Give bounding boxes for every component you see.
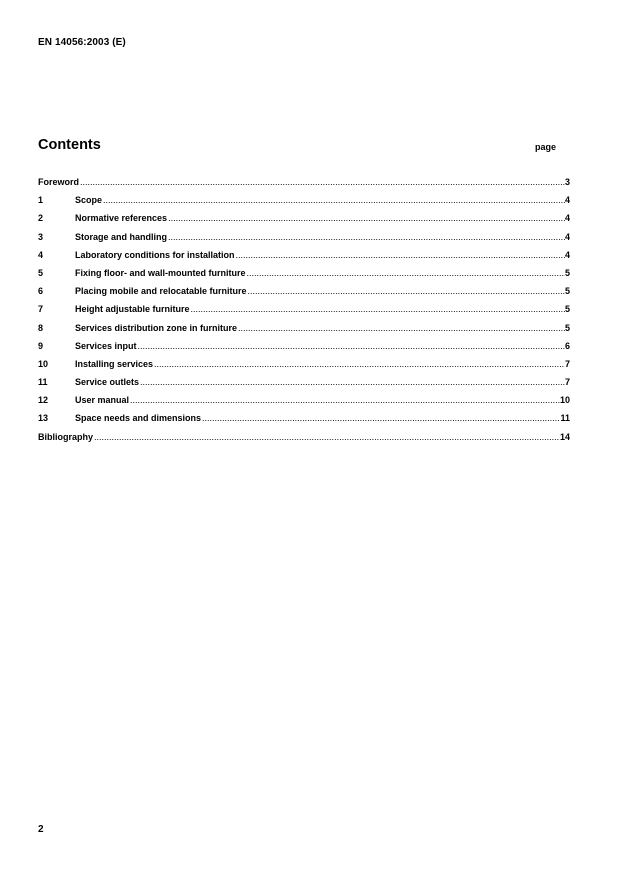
- toc-entry-title: Services input: [75, 340, 137, 351]
- toc-entry-title: Services distribution zone in furniture: [75, 322, 238, 333]
- toc-entry-title: Fixing floor- and wall-mounted furniture: [75, 267, 246, 278]
- toc-entry-number: 9: [38, 340, 44, 351]
- toc-entry-title: Space needs and dimensions: [75, 413, 202, 424]
- toc-entry-title: Scope: [75, 195, 103, 206]
- toc-entry-page: 4: [564, 249, 570, 260]
- toc-dot-leader: [191, 304, 565, 314]
- toc-dot-leader: [236, 250, 565, 260]
- toc-entry[interactable]: [38, 195, 570, 213]
- toc-entry[interactable]: [38, 395, 570, 413]
- toc-dot-leader: [140, 377, 565, 387]
- toc-dot-leader: [247, 268, 565, 278]
- toc-entry-number: 10: [38, 358, 49, 369]
- toc-dot-leader: [80, 177, 565, 187]
- toc-entry-page: 6: [564, 340, 570, 351]
- toc-entry-page: 7: [564, 377, 570, 388]
- toc-entry-page: 5: [564, 267, 570, 278]
- toc-dot-leader: [168, 213, 565, 223]
- toc-entry-title: Service outlets: [75, 377, 140, 388]
- toc-dot-leader: [238, 323, 565, 333]
- toc-entry-page: 11: [560, 413, 570, 424]
- toc-entry-page: 5: [564, 286, 570, 297]
- toc-dot-leader: [94, 432, 560, 442]
- toc-entry-page: 4: [564, 195, 570, 206]
- toc-entry-title: User manual: [75, 395, 130, 406]
- toc-entry-number: 11: [38, 377, 48, 388]
- toc-entry[interactable]: [38, 323, 570, 341]
- document-id: EN 14056:2003 (E): [38, 37, 126, 48]
- toc-entry-number: 2: [38, 213, 44, 224]
- toc-dot-leader: [202, 413, 560, 423]
- toc-entry[interactable]: [38, 413, 570, 431]
- toc-entry-number: 6: [38, 286, 44, 297]
- toc-entry[interactable]: [38, 268, 570, 286]
- toc-entry[interactable]: [38, 232, 570, 250]
- toc-entry-title: Placing mobile and relocatable furniture: [75, 286, 247, 297]
- toc-entry-title: Foreword: [38, 177, 80, 187]
- toc-dot-leader: [248, 286, 565, 296]
- toc-dot-leader: [168, 232, 565, 242]
- toc-entry[interactable]: [38, 377, 570, 395]
- toc-entry-number: 7: [38, 304, 44, 315]
- toc-dot-leader: [138, 341, 565, 351]
- toc-entry-title: Normative references: [75, 213, 168, 224]
- page-number: 2: [38, 824, 44, 835]
- toc-entry[interactable]: [38, 213, 570, 231]
- toc-entry[interactable]: [38, 304, 570, 322]
- toc-entry-title: Bibliography: [38, 431, 94, 442]
- toc-entry-number: 4: [38, 249, 44, 260]
- toc-entry-number: 3: [38, 231, 44, 242]
- toc-entry-title: Height adjustable furniture: [75, 304, 190, 315]
- table-of-contents: [38, 177, 570, 450]
- toc-entry-page: 5: [564, 304, 570, 315]
- toc-entry-number: 12: [38, 395, 49, 406]
- toc-entry[interactable]: [38, 250, 570, 268]
- toc-entry-page: 4: [564, 213, 570, 224]
- toc-entry[interactable]: [38, 341, 570, 359]
- toc-entry[interactable]: [38, 177, 570, 195]
- toc-entry-number: 5: [38, 267, 44, 278]
- toc-entry-page: 5: [564, 322, 570, 333]
- toc-entry-page: 14: [559, 431, 570, 442]
- toc-dot-leader: [103, 195, 565, 205]
- toc-entry-page: 3: [564, 177, 570, 187]
- toc-entry-page: 10: [559, 395, 570, 406]
- toc-entry-title: Storage and handling: [75, 231, 168, 242]
- toc-entry[interactable]: [38, 359, 570, 377]
- toc-dot-leader: [154, 359, 565, 369]
- toc-entry-title: Laboratory conditions for installation: [75, 249, 235, 260]
- toc-entry-page: 7: [564, 358, 570, 369]
- toc-entry[interactable]: [38, 432, 570, 450]
- toc-dot-leader: [130, 395, 560, 405]
- toc-entry-page: 4: [564, 231, 570, 242]
- contents-heading: Contents: [38, 137, 101, 153]
- toc-entry-number: 1: [38, 195, 44, 206]
- toc-entry-title: Installing services: [75, 358, 154, 369]
- page-column-label: page: [535, 142, 557, 152]
- toc-entry[interactable]: [38, 286, 570, 304]
- toc-entry-number: 13: [38, 413, 49, 424]
- toc-entry-number: 8: [38, 322, 44, 333]
